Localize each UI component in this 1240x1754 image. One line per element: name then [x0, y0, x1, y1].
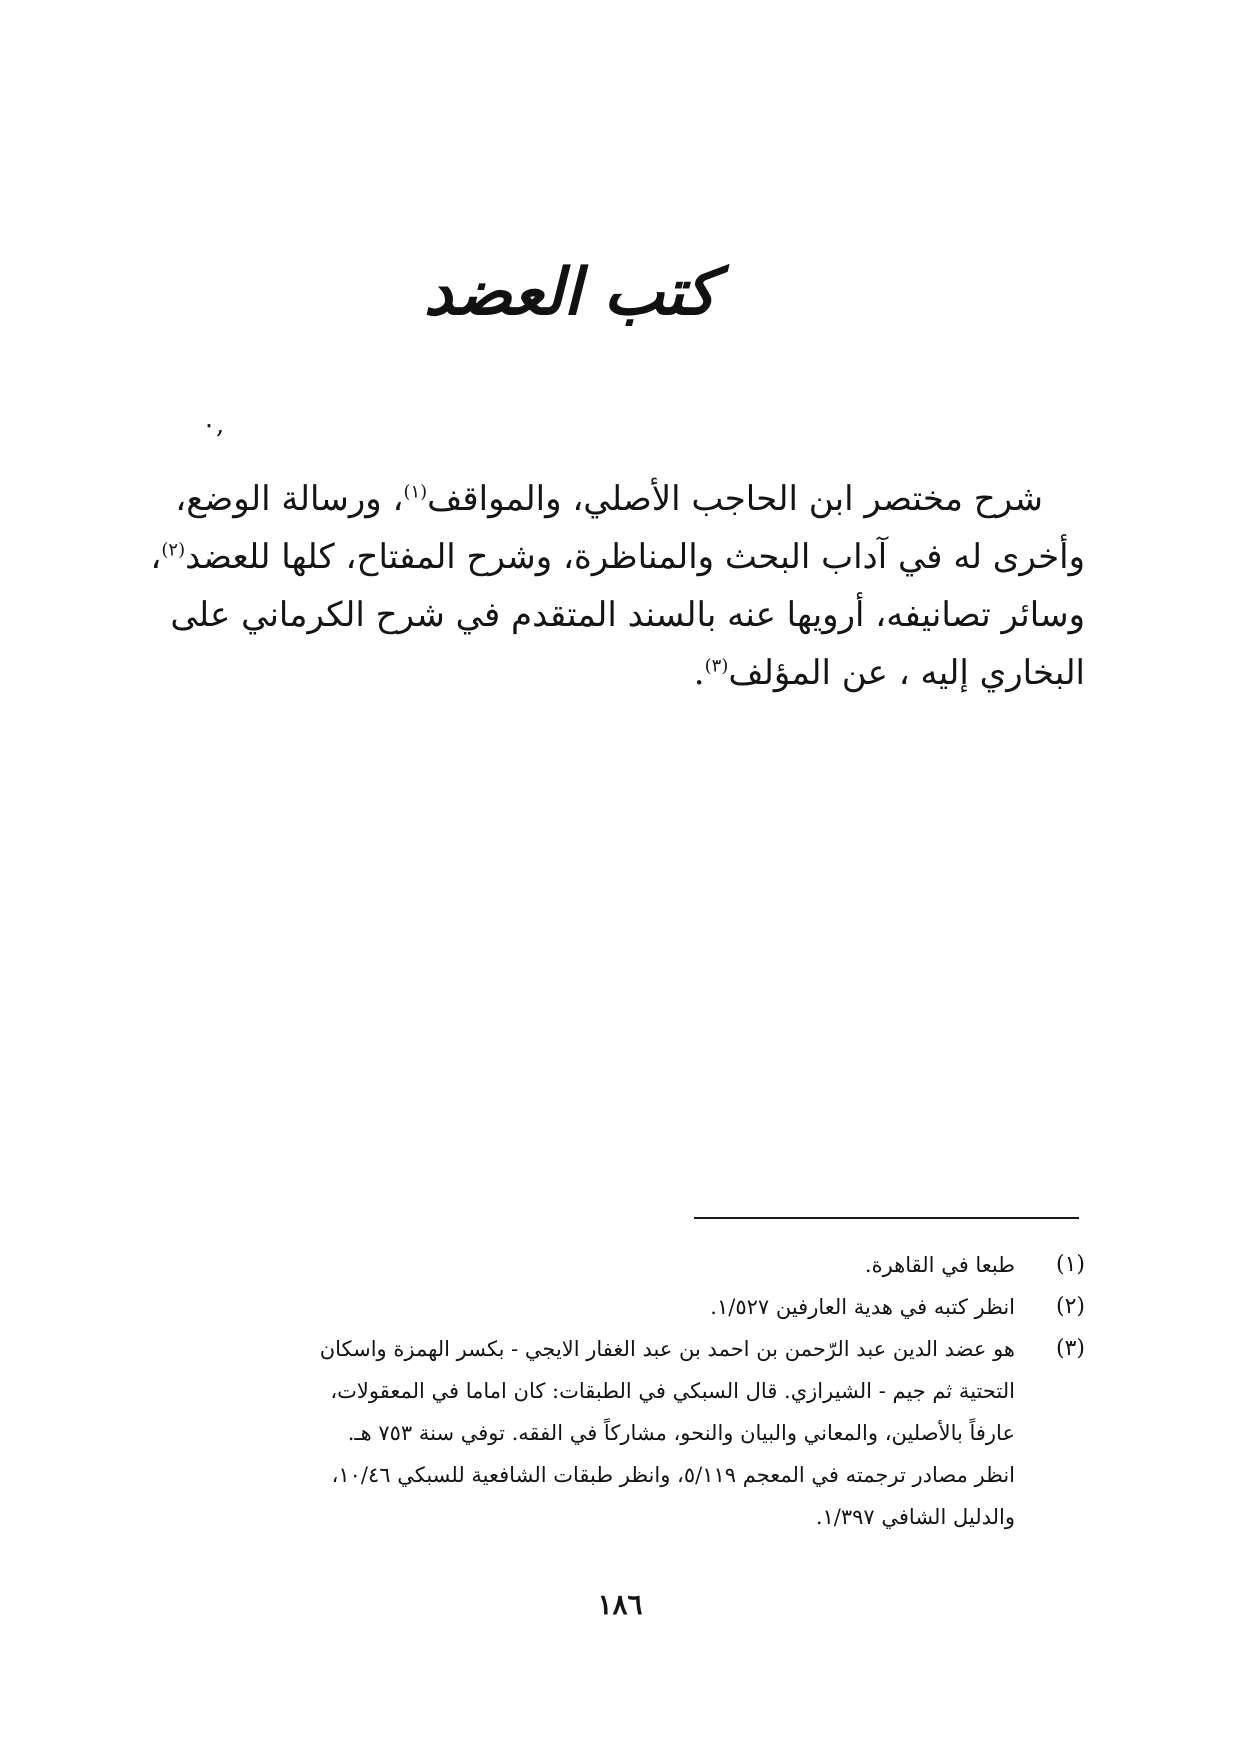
footnote-line: انظر مصادر ترجمته في المعجم ٥/١١٩، وانظر طبقات الشافعية للسبكي ١٠/٤٦،	[331, 1463, 1015, 1487]
footnote-line: عارفاً بالأصلين، والمعاني والبيان والنحو، مشاركاً في الفقه. توفي سنة ٧٥٣ هـ.	[347, 1421, 1015, 1445]
footnotes-section	[200, 1244, 1085, 1538]
footnote-3	[200, 1328, 1085, 1538]
footnote-line: هو عضد الدين عبد الرّحمن بن احمد بن عبد الغفار الايجي - بكسر الهمزة واسكان	[319, 1337, 1015, 1361]
body-text-segment: شرح مختصر ابن الحاجب الأصلي، والمواقف	[427, 479, 1043, 519]
footnote-2	[200, 1286, 1085, 1328]
page-mark: ٠,	[202, 410, 225, 440]
footnote-1	[200, 1244, 1085, 1286]
footnote-ref[interactable]: (٢)	[161, 539, 186, 561]
section-heading: كتب العضد	[423, 255, 717, 330]
body-text-segment: وأخرى له في آداب البحث والمناظرة، وشرح المفتاح، كلها للعضد	[185, 537, 1085, 577]
footnote-text	[200, 1328, 1015, 1538]
footnote-number: (٣)	[1055, 1336, 1085, 1361]
footnote-line: التحتية ثم جيم - الشيرازي. قال السبكي في الطبقات: كان اماما في المعقولات،	[330, 1379, 1015, 1403]
footnote-number: (٢)	[1055, 1294, 1085, 1319]
footnote-number: (١)	[1055, 1252, 1085, 1277]
body-text-segment: ، ورسالة الوضع،	[175, 479, 404, 519]
footnote-ref[interactable]: (١)	[403, 481, 428, 503]
body-line	[170, 586, 1085, 644]
body-line	[175, 470, 1085, 528]
footnote-ref[interactable]: (٣)	[704, 655, 729, 677]
footnote-line: طبعا في القاهرة.	[864, 1253, 1015, 1277]
body-text-segment: .	[693, 653, 705, 693]
footnote-text	[200, 1286, 1015, 1328]
footnote-line: والدليل الشافي ١/٣٩٧.	[815, 1505, 1015, 1529]
body-text-segment: البخاري إليه ، عن المؤلف	[728, 653, 1085, 693]
footnote-text	[200, 1244, 1015, 1286]
body-line	[150, 528, 1085, 586]
body-text-segment: ،	[150, 537, 162, 577]
footnote-separator	[694, 1217, 1079, 1219]
footnote-line: انظر كتبه في هدية العارفين ١/٥٢٧.	[710, 1295, 1015, 1319]
body-text-segment: وسائر تصانيفه، أرويها عنه بالسند المتقدم في شرح الكرماني على	[170, 595, 1085, 635]
body-paragraph	[150, 470, 1085, 702]
page-number: ١٨٦	[597, 1588, 643, 1621]
body-line	[185, 644, 1085, 702]
